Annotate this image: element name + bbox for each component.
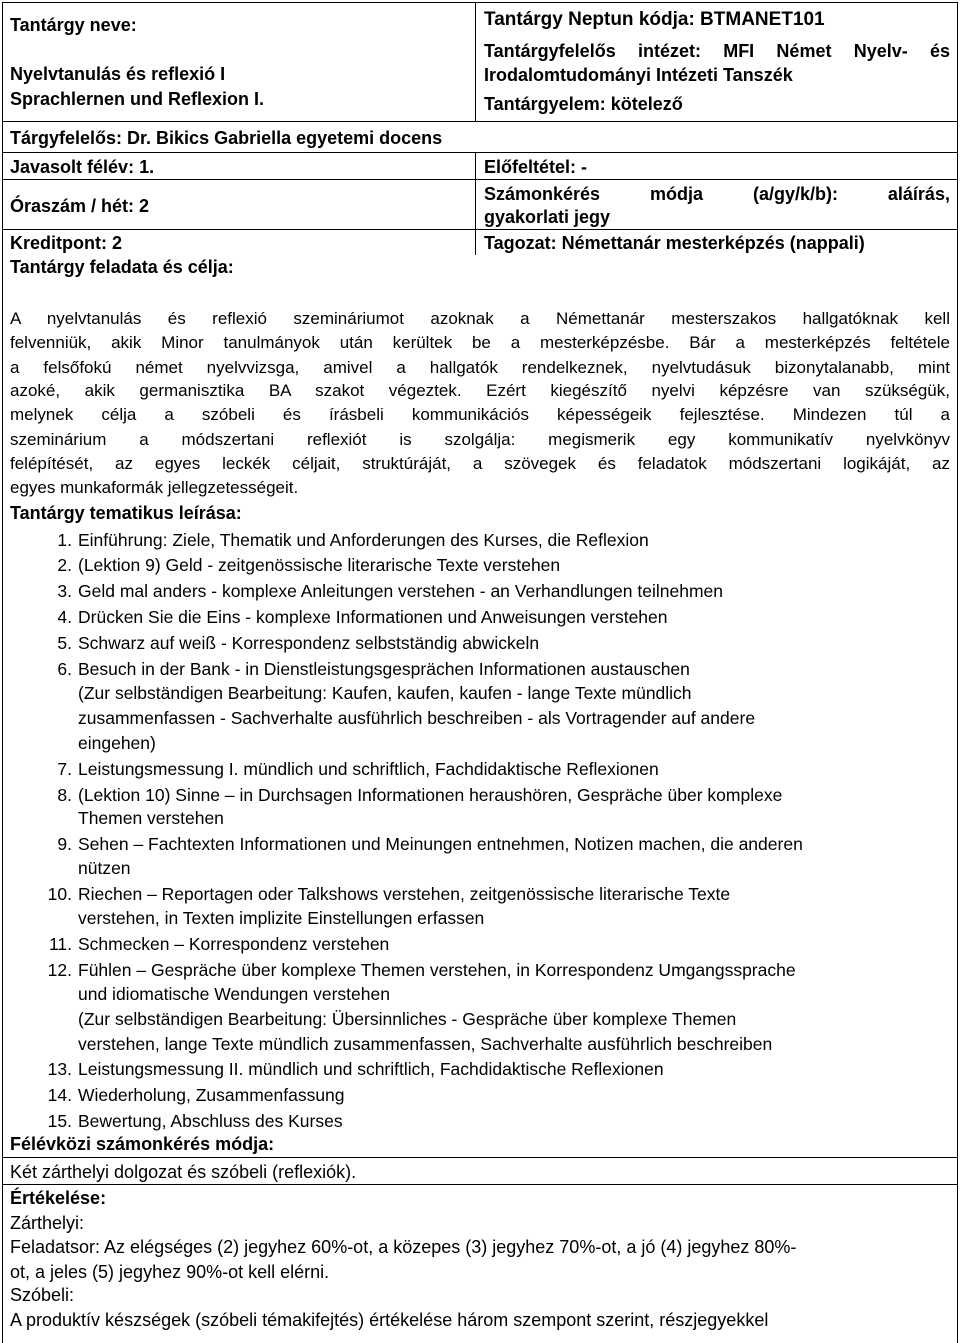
- topic-text: Sehen – Fachtexten Informationen und Meinungen entnehmen, Notizen machen, die anderen: [78, 834, 803, 854]
- oral-line: A produktív készségek (szóbeli témakifejtés) értékelése három szempont szerint, részjegyekkel: [10, 1310, 769, 1330]
- topic-text: Fühlen – Gespräche über komplexe Themen verstehen, in Korrespondenz Umgangssprache: [78, 960, 796, 980]
- description-line: felvenniük, akik Minor tanulmányok után kerültek be a mesterképzésbe. Bár a mesterképzés feltétele: [10, 333, 950, 352]
- prerequisite: Előfeltétel: -: [484, 157, 588, 177]
- topic-text: Bewertung, Abschluss des Kurses: [78, 1111, 343, 1131]
- rule-after-hours: [2, 229, 957, 230]
- description-line: felépítését, az egyes leckék céljait, struktúráját, a szövegek és feladatok módszertani logikáját, az: [10, 454, 950, 473]
- description-line: melynek célja a szóbeli és írásbeli kommunikációs képességeik fejlesztése. Mindezen túl a: [10, 405, 950, 424]
- written-line: ot, a jeles (5) jegyhez 90%-ot kell elérni.: [10, 1262, 330, 1282]
- topic-text: verstehen, lange Texte mündlich zusammenfassen, Sachverhalte ausführlich beschreiben: [78, 1034, 773, 1054]
- midterm-text: Két zárthelyi dolgozat és szóbeli (reflexiók).: [10, 1162, 357, 1182]
- topic-number: 8.: [57, 785, 72, 805]
- topic-text: zusammenfassen - Sachverhalte ausführlich beschreiben - als Vortragender auf andere: [78, 708, 756, 728]
- topic-number: 1.: [57, 530, 72, 550]
- topic-text: Schmecken – Korrespondenz verstehen: [78, 934, 390, 954]
- weekly-hours: Óraszám / hét: 2: [10, 196, 150, 216]
- topic-text: Besuch in der Bank - in Dienstleistungsgesprächen Informationen austauschen: [78, 659, 690, 679]
- task-label: Tantárgy feladata és célja:: [10, 257, 234, 277]
- topic-text: nützen: [78, 858, 131, 878]
- rule-after-midterm-text: [2, 1184, 957, 1185]
- institute-line2: Irodalomtudományi Intézeti Tanszék: [484, 65, 793, 85]
- description-line: a felsőfokú német nyelvvizsga, amivel a hallgatók rendelkeznek, nyelvtudásuk bizonytalanabb, mint: [10, 358, 950, 377]
- topic-number: 13.: [47, 1059, 72, 1079]
- topics-label: Tantárgy tematikus leírása:: [10, 503, 242, 523]
- rule-after-semester: [2, 179, 957, 180]
- topic-number: 6.: [57, 659, 72, 679]
- rule-after-title: [2, 121, 957, 122]
- assessment-word: (a/gy/k/b):: [752, 184, 838, 204]
- topic-number: 15.: [47, 1111, 72, 1131]
- rule-after-responsible: [2, 152, 957, 153]
- topic-text: (Lektion 9) Geld - zeitgenössische literarische Texte verstehen: [78, 555, 561, 575]
- assessment-word: módja: [650, 184, 704, 204]
- topic-text: verstehen, in Texten implizite Einstellungen erfassen: [78, 908, 485, 928]
- evaluation-label: Értékelése:: [10, 1188, 107, 1208]
- assessment-word: aláírás,: [887, 184, 950, 204]
- description-line: A nyelvtanulás és reflexió szemináriumot azoknak a Némettanár mesterszakos hallgatóknak kell: [10, 309, 950, 328]
- topic-text: (Zur selbständigen Bearbeitung: Übersinnliches - Gespräche über komplexe Themen: [78, 1009, 737, 1029]
- topic-number: 4.: [57, 607, 72, 627]
- topic-text: Schwarz auf weiß - Korrespondenz selbstständig abwickeln: [78, 633, 540, 653]
- column-divider-mid: [475, 152, 476, 255]
- oral-label: Szóbeli:: [10, 1285, 75, 1305]
- topic-text: Geld mal anders - komplexe Anleitungen verstehen - an Verhandlungen teilnehmen: [78, 581, 723, 601]
- midterm-label: Félévközi számonkérés módja:: [10, 1134, 275, 1154]
- recommended-semester: Javasolt félév: 1.: [10, 157, 155, 177]
- topic-text: Drücken Sie die Eins - komplexe Informationen und Anweisungen verstehen: [78, 607, 668, 627]
- topic-text: Themen verstehen: [78, 808, 224, 828]
- topic-number: 12.: [47, 960, 72, 980]
- topic-number: 14.: [47, 1085, 72, 1105]
- topic-text: eingehen): [78, 733, 156, 753]
- assessment-word: Számonkérés: [484, 184, 601, 204]
- written-line: Feladatsor: Az elégséges (2) jegyhez 60%-ot, a közepes (3) jegyhez 70%-ot, a jó (4) jegyhez 80%-: [10, 1237, 797, 1257]
- responsible-teacher: Tárgyfelelős: Dr. Bikics Gabriella egyetemi docens: [10, 128, 443, 148]
- description-line: azoké, akik germanisztika BA szakot végeztek. Ezért kiegészítő nyelvi képzésre van szükségük,: [10, 381, 950, 400]
- topic-text: und idiomatische Wendungen verstehen: [78, 984, 390, 1004]
- topic-number: 3.: [57, 581, 72, 601]
- assessment-line2: gyakorlati jegy: [484, 207, 611, 227]
- credits: Kreditpont: 2: [10, 233, 122, 253]
- written-label: Zárthelyi:: [10, 1213, 85, 1233]
- program: Tagozat: Némettanár mesterképzés (nappali): [484, 233, 865, 253]
- subject-name-label: Tantárgy neve:: [10, 15, 137, 35]
- subject-element: Tantárgyelem: kötelező: [484, 94, 683, 114]
- topic-number: 2.: [57, 555, 72, 575]
- description-line: egyes munkaformák jellegzetességeit.: [10, 478, 299, 497]
- topic-text: (Zur selbständigen Bearbeitung: Kaufen, kaufen, kaufen - lange Texte mündlich: [78, 683, 692, 703]
- institute-line1: Tantárgyfelelős intézet: MFI Német Nyelv- és: [484, 41, 950, 61]
- rule-after-midterm-label: [2, 1157, 957, 1158]
- neptun-code: Tantárgy Neptun kódja: BTMANET101: [484, 9, 825, 30]
- topic-number: 7.: [57, 759, 72, 779]
- topic-text: Leistungsmessung I. mündlich und schriftlich, Fachdidaktische Reflexionen: [78, 759, 659, 779]
- subject-name-de: Sprachlernen und Reflexion I.: [10, 89, 265, 109]
- topic-number: 5.: [57, 633, 72, 653]
- column-divider-top: [475, 2, 476, 121]
- topic-text: Einführung: Ziele, Thematik und Anforderungen des Kurses, die Reflexion: [78, 530, 649, 550]
- assessment-line1: [484, 184, 950, 204]
- topic-text: Leistungsmessung II. mündlich und schriftlich, Fachdidaktische Reflexionen: [78, 1059, 664, 1079]
- topic-number: 10.: [47, 884, 72, 904]
- topic-number: 9.: [57, 834, 72, 854]
- topic-text: (Lektion 10) Sinne – in Durchsagen Informationen heraushören, Gespräche über komplexe: [78, 785, 783, 805]
- topic-text: Wiederholung, Zusammenfassung: [78, 1085, 345, 1105]
- topic-number: 11.: [48, 934, 72, 954]
- topic-text: Riechen – Reportagen oder Talkshows verstehen, zeitgenössische literarische Texte: [78, 884, 731, 904]
- subject-name-hu: Nyelvtanulás és reflexió I: [10, 64, 226, 84]
- description-line: szeminárium a módszertani reflexiót is szolgálja: megismerik egy kommunikatív nyelvkönyv: [10, 430, 950, 449]
